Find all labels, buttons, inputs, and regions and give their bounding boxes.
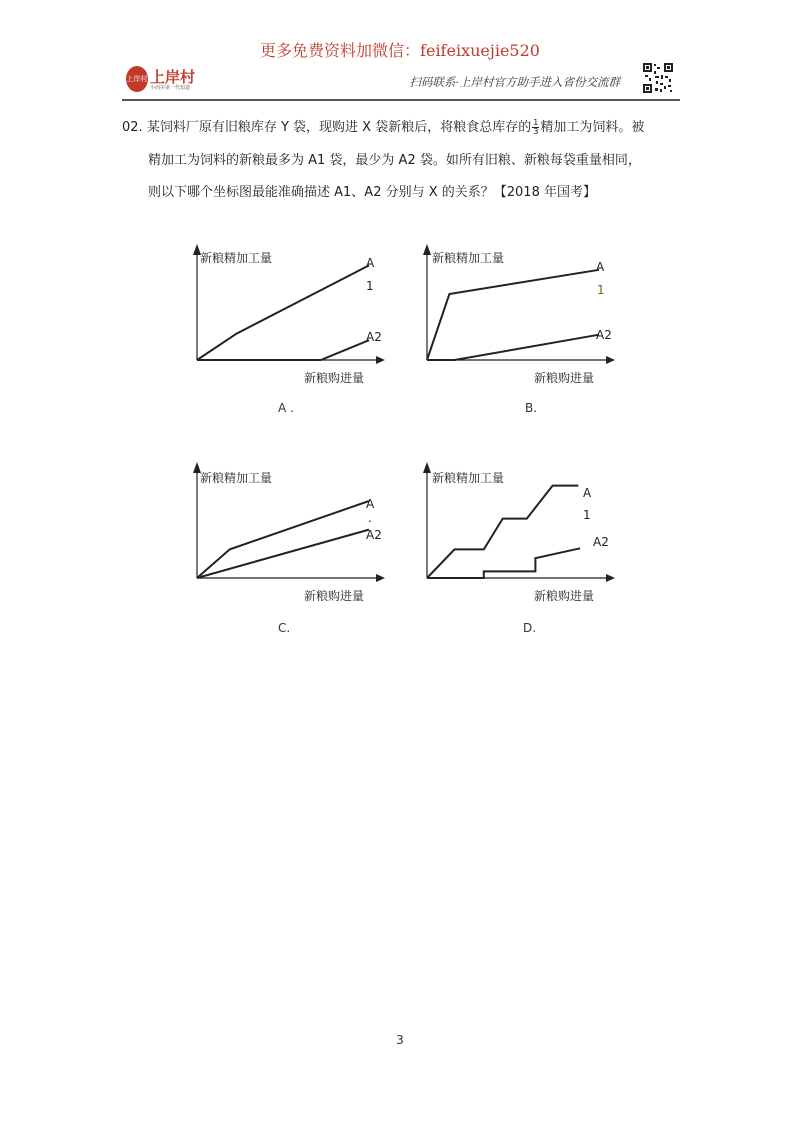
series-a2-label: A2	[596, 328, 612, 342]
option-label-d: D.	[523, 621, 537, 635]
question-text-1b: 精加工为饲料。被	[540, 120, 645, 135]
x-axis-label: 新粮购进量	[534, 371, 595, 385]
series-a1-label: A	[366, 497, 375, 511]
series-a1-line	[427, 486, 578, 578]
document-header	[122, 62, 680, 100]
series-a1-line	[197, 265, 369, 360]
chart-svg-d	[410, 458, 650, 648]
x-axis-arrow-icon	[376, 356, 385, 364]
header-tagline: 扫码联系·上岸村官方助手进入省份交流群	[409, 75, 620, 89]
y-axis-label: 新粮精加工量	[200, 471, 273, 485]
y-axis-label: 新粮精加工量	[432, 471, 505, 485]
x-axis-label: 新粮购进量	[304, 371, 365, 385]
x-axis-arrow-icon	[376, 574, 385, 582]
series-a2-label: A2	[593, 535, 609, 549]
page-number: 3	[396, 1033, 404, 1047]
chart-option-a	[180, 240, 420, 430]
question-line-3: 则以下哪个坐标图最能准确描述 A1、A2 分别与 X 的关系？【2018 年国考】	[148, 185, 596, 200]
promo-banner: 更多免费资料加微信：feifeixuejie520	[260, 41, 540, 60]
series-a2-line	[427, 335, 599, 360]
option-label-a: A .	[278, 401, 294, 415]
x-axis-label: 新粮购进量	[534, 589, 595, 603]
series-a1-label: A	[366, 256, 375, 270]
y-axis-arrow-icon	[423, 462, 431, 473]
series-a2-label: A2	[366, 330, 382, 344]
series-a1-label: A	[596, 260, 605, 274]
chart-option-b	[410, 240, 650, 430]
header-divider	[122, 99, 680, 101]
chart-option-c	[180, 458, 420, 648]
question-line-1	[122, 116, 644, 136]
series-a1-label-sub: 1	[583, 508, 591, 522]
y-axis-label: 新粮精加工量	[200, 251, 273, 265]
question-line-2: 精加工为饲料的新粮最多为 A1 袋，最少为 A2 袋。如所有旧粮、新粮每袋重量相同，	[148, 153, 641, 168]
logo-slogan: 小而美第一代知道	[150, 85, 191, 91]
question-number: 02.	[122, 120, 143, 135]
series-a1-label: A	[583, 486, 592, 500]
series-a1-label-sub: 1	[366, 279, 374, 293]
x-axis-arrow-icon	[606, 574, 615, 582]
logo-text: 上岸村	[150, 68, 196, 86]
series-a2-label: A2	[366, 528, 382, 542]
option-label-c: C.	[278, 621, 291, 635]
logo-seal-icon: 上岸村	[126, 66, 148, 92]
series-a1-line	[427, 270, 599, 360]
y-axis-arrow-icon	[423, 244, 431, 255]
series-a1-label-sub: .	[368, 511, 372, 525]
y-axis-label: 新粮精加工量	[432, 251, 505, 265]
x-axis-arrow-icon	[606, 356, 615, 364]
chart-option-d	[410, 458, 650, 648]
option-label-b: B.	[525, 401, 538, 415]
qr-code-icon	[642, 62, 674, 94]
series-a1-label-sub: 1	[597, 283, 605, 297]
series-a2-line	[197, 530, 369, 578]
x-axis-label: 新粮购进量	[304, 589, 365, 603]
question-text-1a: 某饲料厂原有旧粮库存 Y 袋，现购进 X 袋新粮后，将粮食总库存的	[146, 120, 532, 135]
series-a1-line	[197, 501, 369, 578]
chart-svg-a	[180, 240, 420, 430]
chart-svg-c	[180, 458, 420, 648]
fraction-one-third: $\frac{1}{3}$	[533, 118, 539, 136]
